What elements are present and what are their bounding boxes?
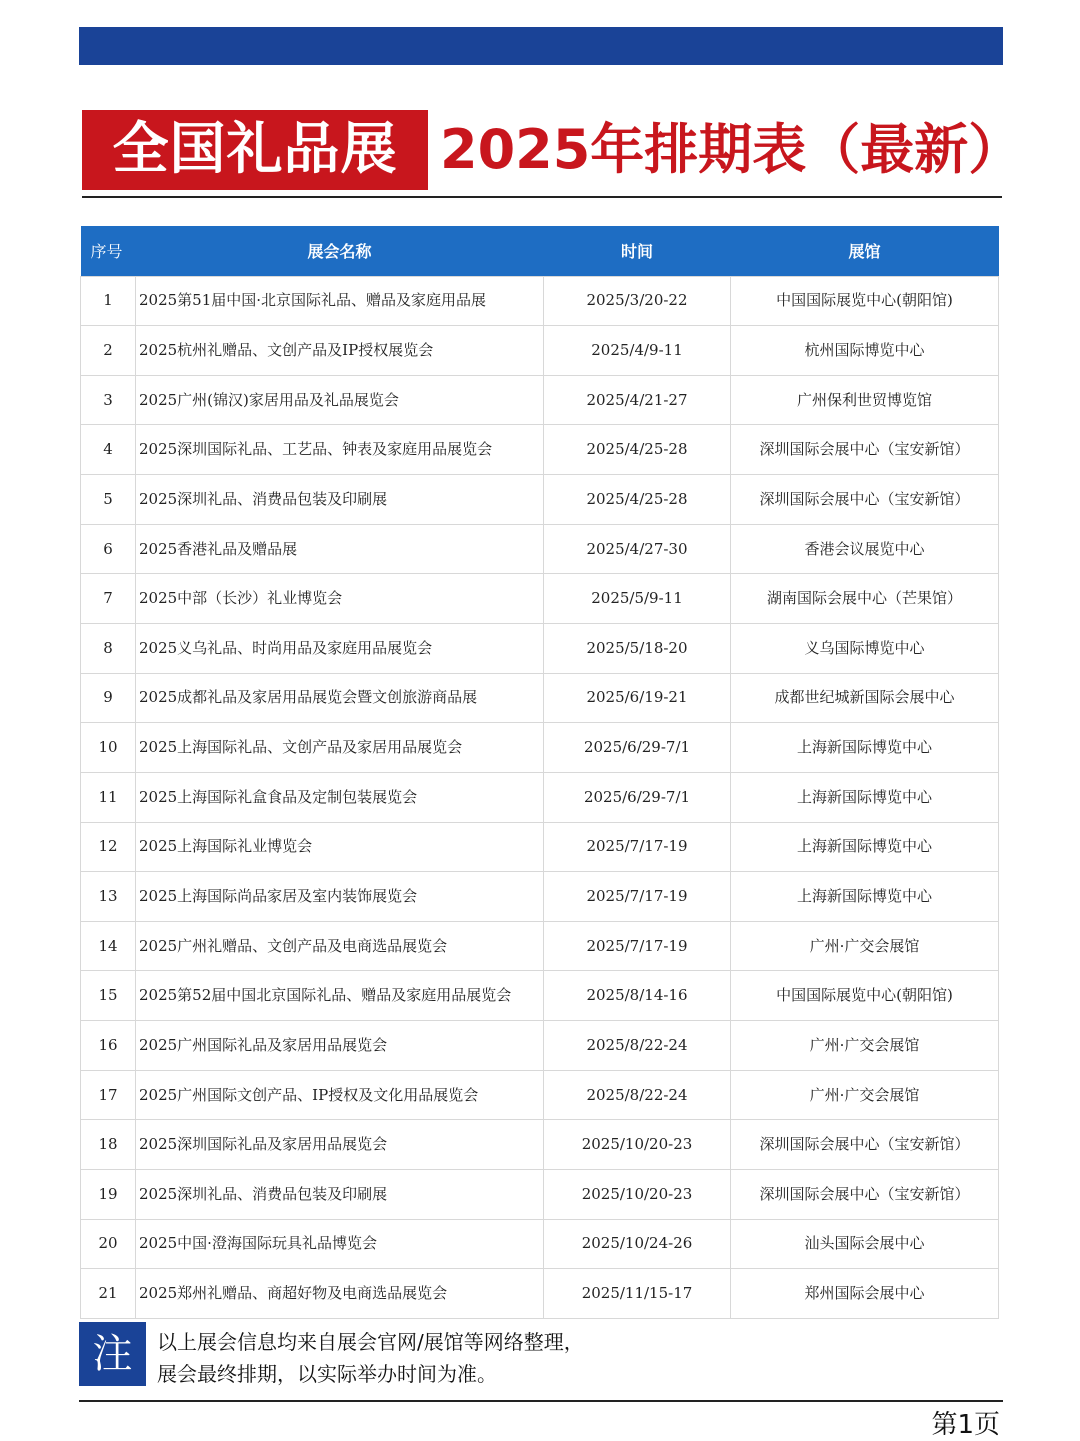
table-row <box>81 524 999 574</box>
exhibition-name: 2025香港礼品及赠品展 <box>136 524 544 574</box>
table-row <box>81 574 999 624</box>
row-number: 6 <box>81 524 136 574</box>
exhibition-name: 2025上海国际尚品家居及室内装饰展览会 <box>136 872 544 922</box>
row-number: 18 <box>81 1120 136 1170</box>
exhibition-name: 2025广州国际礼品及家居用品展览会 <box>136 1021 544 1071</box>
exhibition-name: 2025杭州礼赠品、文创产品及IP授权展览会 <box>136 326 544 376</box>
exhibition-date: 2025/7/17-19 <box>544 872 731 922</box>
note-section <box>79 1322 1004 1386</box>
note-text <box>157 1326 584 1390</box>
exhibition-venue: 香港会议展览中心 <box>731 524 999 574</box>
exhibition-venue: 中国国际展览中心(朝阳馆) <box>731 971 999 1021</box>
exhibition-date: 2025/11/15-17 <box>544 1269 731 1319</box>
column-header-number: 序号 <box>81 226 136 276</box>
table-row <box>81 971 999 1021</box>
exhibition-name: 2025深圳国际礼品、工艺品、钟表及家庭用品展览会 <box>136 425 544 475</box>
exhibition-venue: 广州保利世贸博览馆 <box>731 375 999 425</box>
table-row <box>81 1021 999 1071</box>
exhibition-name: 2025深圳礼品、消费品包装及印刷展 <box>136 1170 544 1220</box>
exhibition-name: 2025上海国际礼业博览会 <box>136 822 544 872</box>
table-row <box>81 872 999 922</box>
exhibition-venue: 上海新国际博览中心 <box>731 772 999 822</box>
row-number: 11 <box>81 772 136 822</box>
row-number: 13 <box>81 872 136 922</box>
top-banner-bar <box>79 27 1003 65</box>
exhibition-name: 2025中国·澄海国际玩具礼品博览会 <box>136 1219 544 1269</box>
note-line-2: 展会最终排期，以实际举办时间为准。 <box>157 1362 497 1386</box>
row-number: 14 <box>81 921 136 971</box>
table-row <box>81 822 999 872</box>
exhibition-venue: 义乌国际博览中心 <box>731 623 999 673</box>
exhibition-venue: 上海新国际博览中心 <box>731 872 999 922</box>
title-text: 2025年排期表（最新） <box>440 118 1023 181</box>
page-title <box>82 108 1023 192</box>
table-row <box>81 475 999 525</box>
exhibition-name: 2025上海国际礼品、文创产品及家居用品展览会 <box>136 723 544 773</box>
exhibition-venue: 上海新国际博览中心 <box>731 822 999 872</box>
exhibition-name: 2025深圳国际礼品及家居用品展览会 <box>136 1120 544 1170</box>
exhibition-date: 2025/6/29-7/1 <box>544 772 731 822</box>
exhibition-date: 2025/4/25-28 <box>544 425 731 475</box>
row-number: 17 <box>81 1070 136 1120</box>
exhibition-venue: 汕头国际会展中心 <box>731 1219 999 1269</box>
exhibition-venue: 湖南国际会展中心（芒果馆） <box>731 574 999 624</box>
row-number: 1 <box>81 276 136 326</box>
exhibition-date: 2025/7/17-19 <box>544 822 731 872</box>
table-row <box>81 723 999 773</box>
exhibition-venue: 成都世纪城新国际会展中心 <box>731 673 999 723</box>
exhibition-venue: 上海新国际博览中心 <box>731 723 999 773</box>
exhibition-date: 2025/10/24-26 <box>544 1219 731 1269</box>
note-label: 注 <box>79 1322 146 1386</box>
exhibition-date: 2025/7/17-19 <box>544 921 731 971</box>
exhibition-venue: 广州·广交会展馆 <box>731 921 999 971</box>
exhibition-date: 2025/6/29-7/1 <box>544 723 731 773</box>
note-line-1: 以上展会信息均来自展会官网/展馆等网络整理， <box>157 1330 584 1354</box>
exhibition-name: 2025中部（长沙）礼业博览会 <box>136 574 544 624</box>
exhibition-name: 2025成都礼品及家居用品展览会暨文创旅游商品展 <box>136 673 544 723</box>
exhibition-venue: 深圳国际会展中心（宝安新馆） <box>731 475 999 525</box>
exhibition-date: 2025/10/20-23 <box>544 1120 731 1170</box>
exhibition-date: 2025/4/9-11 <box>544 326 731 376</box>
row-number: 3 <box>81 375 136 425</box>
exhibition-venue: 深圳国际会展中心（宝安新馆） <box>731 1170 999 1220</box>
row-number: 20 <box>81 1219 136 1269</box>
exhibition-date: 2025/3/20-22 <box>544 276 731 326</box>
column-header-date: 时间 <box>544 226 731 276</box>
table-row <box>81 276 999 326</box>
exhibition-date: 2025/10/20-23 <box>544 1170 731 1220</box>
table-row <box>81 1170 999 1220</box>
exhibition-date: 2025/5/18-20 <box>544 623 731 673</box>
table-row <box>81 1120 999 1170</box>
row-number: 15 <box>81 971 136 1021</box>
table-row <box>81 1269 999 1319</box>
exhibition-date: 2025/8/14-16 <box>544 971 731 1021</box>
exhibition-date: 2025/8/22-24 <box>544 1070 731 1120</box>
schedule-table <box>80 226 999 1319</box>
row-number: 10 <box>81 723 136 773</box>
table-row <box>81 673 999 723</box>
table-row <box>81 1070 999 1120</box>
row-number: 8 <box>81 623 136 673</box>
row-number: 19 <box>81 1170 136 1220</box>
row-number: 2 <box>81 326 136 376</box>
exhibition-date: 2025/6/19-21 <box>544 673 731 723</box>
exhibition-name: 2025深圳礼品、消费品包装及印刷展 <box>136 475 544 525</box>
exhibition-venue: 深圳国际会展中心（宝安新馆） <box>731 1120 999 1170</box>
exhibition-name: 2025郑州礼赠品、商超好物及电商选品展览会 <box>136 1269 544 1319</box>
exhibition-name: 2025义乌礼品、时尚用品及家庭用品展览会 <box>136 623 544 673</box>
column-header-name: 展会名称 <box>136 226 544 276</box>
table-row <box>81 375 999 425</box>
table-row <box>81 1219 999 1269</box>
row-number: 9 <box>81 673 136 723</box>
exhibition-date: 2025/4/25-28 <box>544 475 731 525</box>
page-number: 第1页 <box>931 1410 1000 1440</box>
footer-divider <box>79 1400 1003 1402</box>
exhibition-date: 2025/4/21-27 <box>544 375 731 425</box>
table-row <box>81 921 999 971</box>
exhibition-venue: 杭州国际博览中心 <box>731 326 999 376</box>
exhibition-venue: 广州·广交会展馆 <box>731 1070 999 1120</box>
table-header-row <box>81 226 999 276</box>
exhibition-date: 2025/5/9-11 <box>544 574 731 624</box>
table-body <box>81 276 999 1318</box>
exhibition-name: 2025第51届中国·北京国际礼品、赠品及家庭用品展 <box>136 276 544 326</box>
exhibition-name: 2025广州(锦汉)家居用品及礼品展览会 <box>136 375 544 425</box>
exhibition-name: 2025广州礼赠品、文创产品及电商选品展览会 <box>136 921 544 971</box>
exhibition-name: 2025上海国际礼盒食品及定制包装展览会 <box>136 772 544 822</box>
exhibition-venue: 深圳国际会展中心（宝安新馆） <box>731 425 999 475</box>
row-number: 7 <box>81 574 136 624</box>
table-row <box>81 425 999 475</box>
exhibition-name: 2025第52届中国北京国际礼品、赠品及家庭用品展览会 <box>136 971 544 1021</box>
table-row <box>81 326 999 376</box>
column-header-venue: 展馆 <box>731 226 999 276</box>
table-row <box>81 623 999 673</box>
row-number: 4 <box>81 425 136 475</box>
title-divider <box>82 196 1002 198</box>
exhibition-venue: 中国国际展览中心(朝阳馆) <box>731 276 999 326</box>
exhibition-venue: 广州·广交会展馆 <box>731 1021 999 1071</box>
row-number: 5 <box>81 475 136 525</box>
row-number: 12 <box>81 822 136 872</box>
row-number: 21 <box>81 1269 136 1319</box>
exhibition-date: 2025/4/27-30 <box>544 524 731 574</box>
exhibition-name: 2025广州国际文创产品、IP授权及文化用品展览会 <box>136 1070 544 1120</box>
exhibition-venue: 郑州国际会展中心 <box>731 1269 999 1319</box>
exhibition-date: 2025/8/22-24 <box>544 1021 731 1071</box>
title-highlight: 全国礼品展 <box>82 110 428 190</box>
table-row <box>81 772 999 822</box>
row-number: 16 <box>81 1021 136 1071</box>
